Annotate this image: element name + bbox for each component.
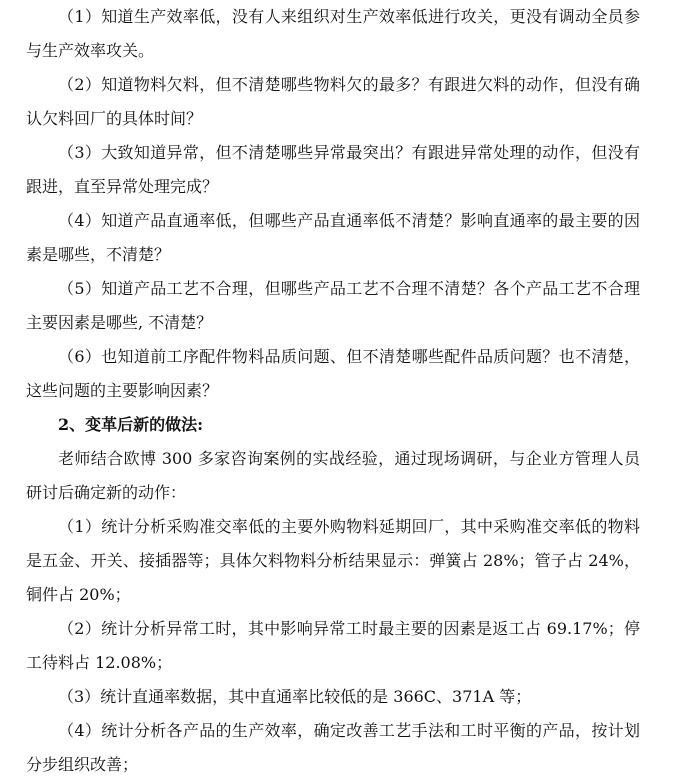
document-page xyxy=(26,0,640,782)
action-paragraph-3: （3）统计直通率数据，其中直通率比较低的是 366C、371A 等； xyxy=(58,687,532,706)
action-paragraph-4: （4）统计分析各产品的生产效率，确定改善工艺手法和工时平衡的产品，按计划分步组织改善； xyxy=(26,721,640,774)
issue-paragraph-6: （6）也知道前工序配件物料品质问题、但不清楚哪些配件品质问题？也不清楚，这些问题的主要影响因素？ xyxy=(26,347,640,400)
issue-paragraph-2: （2）知道物料欠料，但不清楚哪些物料欠的最多？有跟进欠料的动作，但没有确认欠料回厂的具体时间？ xyxy=(26,75,640,128)
intro-paragraph: 老师结合欧博 300 多家咨询案例的实战经验，通过现场调研，与企业方管理人员研讨后确定新的动作： xyxy=(26,449,640,502)
issue-paragraph-4: （4）知道产品直通率低，但哪些产品直通率低不清楚？影响直通率的最主要的因素是哪些，不清楚？ xyxy=(26,211,640,264)
issue-paragraph-1: （1）知道生产效率低，没有人来组织对生产效率低进行攻关，更没有调动全员参与生产效率攻关。 xyxy=(26,7,640,60)
issue-paragraph-3: （3）大致知道异常，但不清楚哪些异常最突出？有跟进异常处理的动作，但没有跟进，直至异常处理完成？ xyxy=(26,143,640,196)
action-paragraph-1: （1）统计分析采购准交率低的主要外购物料延期回厂，其中采购准交率低的物料是五金、开关、接插器等；具体欠料物料分析结果显示：弹簧占 28%；管子占 24%，铜件占 20%； xyxy=(26,517,640,604)
action-paragraph-2: （2）统计分析异常工时，其中影响异常工时最主要的因素是返工占 69.17%；停工待料占 12.08%； xyxy=(26,619,640,672)
issue-paragraph-5: （5）知道产品工艺不合理，但哪些产品工艺不合理不清楚？各个产品工艺不合理主要因素是哪些, 不清楚？ xyxy=(26,279,640,332)
section-heading: 2、变革后新的做法: xyxy=(58,415,204,434)
